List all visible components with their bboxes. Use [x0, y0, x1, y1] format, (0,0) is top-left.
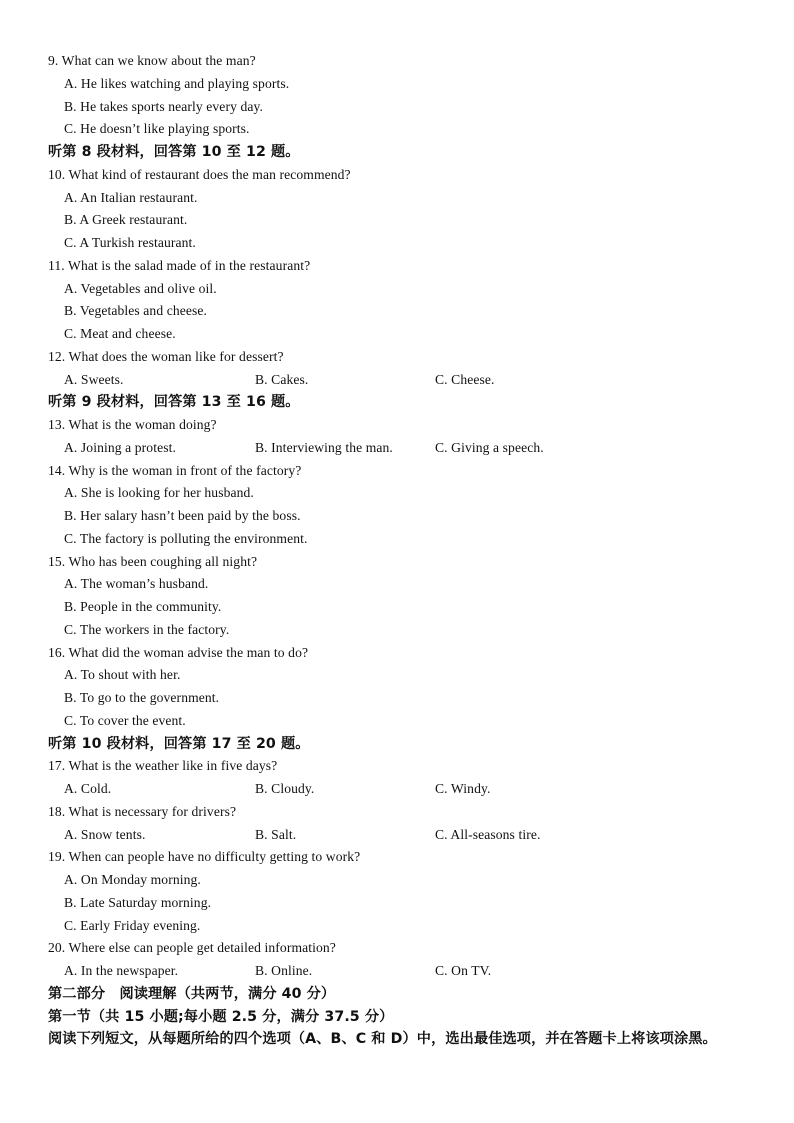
option-12c: C. Cheese. [435, 371, 495, 387]
option-16a: A. To shout with her. [64, 667, 181, 683]
option-10c: C. A Turkish restaurant. [64, 235, 196, 250]
option-14c: C. The factory is polluting the environment. [64, 530, 308, 546]
question-15: 15. Who has been coughing all night? [48, 553, 258, 569]
question-14: 14. Why is the woman in front of the factory? [48, 462, 302, 478]
options-row-18 [48, 824, 758, 847]
option-19b: B. Late Saturday morning. [64, 894, 212, 910]
option-13b: B. Interviewing the man. [255, 439, 393, 455]
option-17a: A. Cold. [64, 781, 112, 796]
option-12a: A. Sweets. [64, 371, 124, 387]
option-15a: A. The woman’s husband. [64, 576, 209, 592]
option-9c: C. He doesn’t like playing sports. [64, 121, 250, 137]
options-row-20 [48, 960, 758, 983]
option-9a: A. He likes watching and playing sports. [64, 75, 290, 91]
question-9: 9. What can we know about the man? [48, 53, 256, 68]
options-row-17 [48, 778, 758, 801]
question-11: 11. What is the salad made of in the restaurant? [48, 257, 311, 273]
option-20c: C. On TV. [435, 963, 492, 978]
option-11a: A. Vegetables and olive oil. [64, 280, 217, 296]
option-10a: A. An Italian restaurant. [64, 189, 198, 205]
question-19: 19. When can people have no difficulty getting to work? [48, 849, 361, 865]
option-16b: B. To go to the government. [64, 690, 220, 705]
option-13a: A. Joining a protest. [64, 439, 176, 455]
option-20b: B. Online. [255, 963, 313, 978]
question-16: 16. What did the woman advise the man to do? [48, 644, 309, 660]
section-1-heading: 第一节（共 15 小题;每小题 2.5 分，满分 37.5 分） [48, 1008, 394, 1025]
option-13c: C. Giving a speech. [435, 439, 544, 455]
section-heading-10: 听第 10 段材料，回答第 17 至 20 题。 [48, 735, 310, 752]
option-10b: B. A Greek restaurant. [64, 212, 188, 228]
question-10: 10. What kind of restaurant does the man recommend? [48, 166, 351, 182]
option-14b: B. Her salary hasn’t been paid by the boss. [64, 508, 301, 523]
option-18c: C. All-seasons tire. [435, 826, 541, 842]
option-9b: B. He takes sports nearly every day. [64, 98, 264, 114]
section-heading-9: 听第 9 段材料，回答第 13 至 16 题。 [48, 394, 300, 411]
question-17: 17. What is the weather like in five days? [48, 758, 278, 774]
option-17b: B. Cloudy. [255, 781, 315, 796]
section-heading-8: 听第 8 段材料，回答第 10 至 12 题。 [48, 144, 300, 160]
option-14a: A. She is looking for her husband. [64, 485, 254, 501]
question-12: 12. What does the woman like for dessert? [48, 348, 284, 364]
option-11c: C. Meat and cheese. [64, 326, 176, 341]
options-row-12 [48, 369, 758, 392]
option-15b: B. People in the community. [64, 599, 222, 614]
question-20: 20. Where else can people get detailed information? [48, 940, 336, 956]
option-12b: B. Cakes. [255, 371, 309, 387]
question-13: 13. What is the woman doing? [48, 417, 217, 432]
exam-page [48, 50, 758, 1051]
question-18: 18. What is necessary for drivers? [48, 803, 237, 819]
option-19c: C. Early Friday evening. [64, 917, 201, 933]
option-19a: A. On Monday morning. [64, 872, 201, 887]
reading-instructions: 阅读下列短文，从每题所给的四个选项（A、B、C 和 D）中，选出最佳选项，并在答题卡上将该项涂黑。 [48, 1031, 717, 1048]
option-17c: C. Windy. [435, 781, 491, 796]
option-11b: B. Vegetables and cheese. [64, 303, 208, 319]
part-2-heading: 第二部分 阅读理解（共两节，满分 40 分） [48, 985, 336, 1002]
option-18b: B. Salt. [255, 826, 297, 842]
options-row-13 [48, 437, 758, 460]
option-15c: C. The workers in the factory. [64, 621, 230, 637]
option-16c: C. To cover the event. [64, 712, 186, 728]
option-18a: A. Snow tents. [64, 826, 146, 842]
option-20a: A. In the newspaper. [64, 963, 179, 978]
